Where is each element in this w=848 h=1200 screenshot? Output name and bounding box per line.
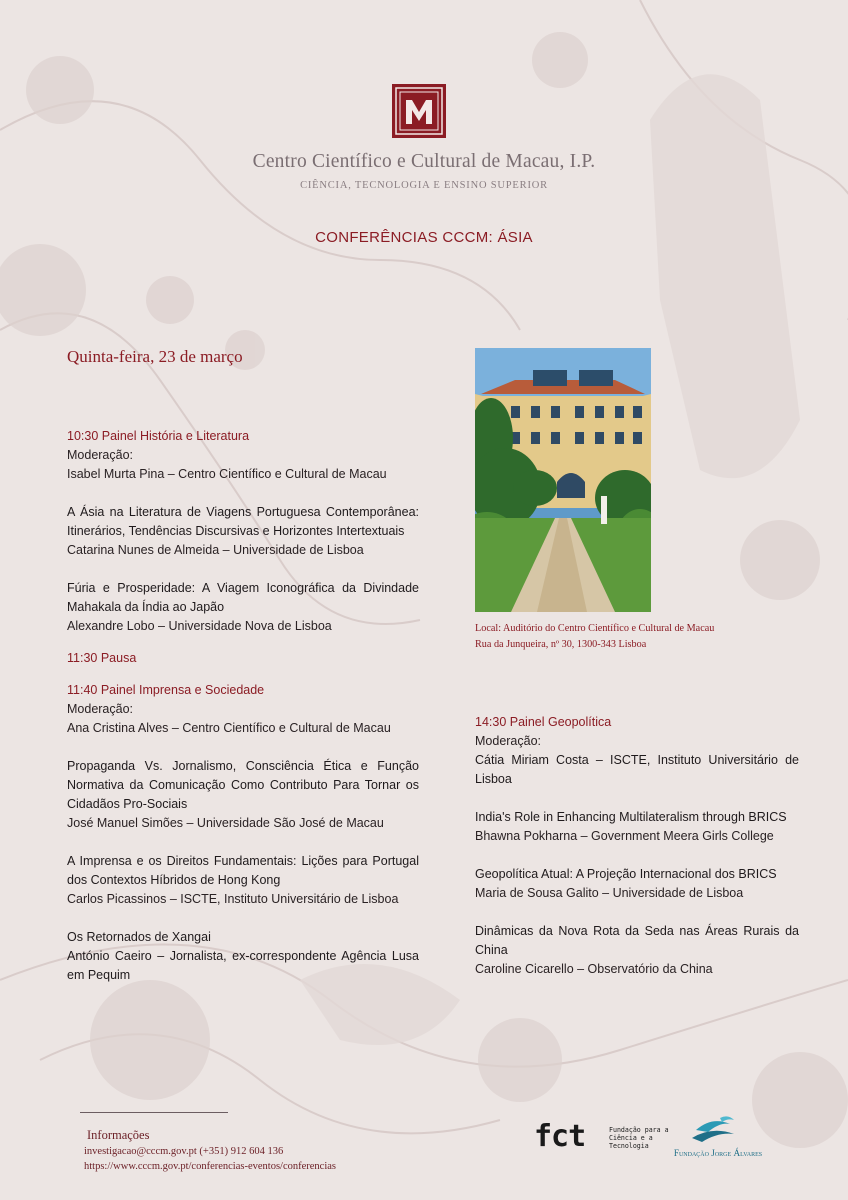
venue-info bbox=[475, 621, 714, 653]
talk-speaker: Maria de Sousa Galito – Universidade de Lisboa bbox=[475, 886, 744, 900]
talk-title: Fúria e Prosperidade: A Viagem Iconográfica da Divindade Mahakala da Índia ao Japão bbox=[67, 581, 419, 614]
moderation-label: Moderação: bbox=[475, 734, 542, 748]
talk-speaker: Catarina Nunes de Almeida – Universidade de Lisboa bbox=[67, 543, 364, 557]
talk-title: Propaganda Vs. Jornalismo, Consciência Ética e Função Normativa da Comunicação Como Contributo Para Tornar os Cidadãos Pro-Sociais bbox=[67, 759, 419, 811]
session-title: 14:30 Painel Geopolítica bbox=[475, 715, 612, 729]
session-title: 11:40 Painel Imprensa e Sociedade bbox=[67, 683, 265, 697]
fct-mark: fct bbox=[534, 1119, 586, 1154]
session-title: 10:30 Painel História e Literatura bbox=[67, 429, 250, 443]
website-link[interactable]: https://www.cccm.gov.pt/conferencias-eventos/conferencias bbox=[84, 1161, 336, 1172]
talk-speaker: José Manuel Simões – Universidade São José de Macau bbox=[67, 816, 384, 830]
conference-title: CONFERÊNCIAS CCCM: ÁSIA bbox=[315, 229, 533, 246]
left-column bbox=[67, 427, 419, 985]
contact-line[interactable]: investigacao@cccm.gov.pt (+351) 912 604 136 bbox=[84, 1146, 284, 1157]
talk-speaker: Caroline Cicarello – Observatório da China bbox=[475, 962, 713, 976]
cccm-logo bbox=[392, 84, 446, 138]
right-column bbox=[475, 713, 799, 979]
venue-line: Local: Auditório do Centro Científico e Cultural de Macau bbox=[475, 623, 715, 634]
talk-title: Geopolítica Atual: A Projeção Internacional dos BRICS bbox=[475, 867, 777, 881]
talk-speaker: Alexandre Lobo – Universidade Nova de Lisboa bbox=[67, 619, 332, 633]
talk-title: Dinâmicas da Nova Rota da Seda nas Áreas Rurais da China bbox=[475, 924, 799, 957]
talk-title: A Ásia na Literatura de Viagens Portuguesa Contemporânea: Itinerários, Tendências Discursivas e Horizontes Intertextuais bbox=[67, 505, 419, 538]
wave-icon bbox=[668, 1112, 768, 1146]
moderator: Ana Cristina Alves – Centro Científico e Cultural de Macau bbox=[67, 721, 391, 735]
talk-speaker: Bhawna Pokharna – Government Meera Girls College bbox=[475, 829, 774, 843]
fja-logo bbox=[668, 1112, 768, 1162]
talk-speaker: António Caeiro – Jornalista, ex-correspondente Agência Lusa em Pequim bbox=[67, 949, 419, 982]
moderator: Cátia Miriam Costa – ISCTE, Instituto Universitário de Lisboa bbox=[475, 753, 799, 786]
fja-name: Fundação Jorge Álvares bbox=[673, 1148, 763, 1158]
venue-address: Rua da Junqueira, nº 30, 1300-343 Lisboa bbox=[475, 639, 647, 650]
moderation-label: Moderação: bbox=[67, 448, 134, 462]
info-title: Informações bbox=[87, 1128, 150, 1142]
footer-divider bbox=[80, 1112, 228, 1113]
org-name: Centro Científico e Cultural de Macau, I.P. bbox=[252, 151, 596, 172]
talk-title: Os Retornados de Xangai bbox=[67, 930, 211, 944]
fct-logo bbox=[534, 1119, 669, 1154]
moderator: Isabel Murta Pina – Centro Científico e Cultural de Macau bbox=[67, 467, 387, 481]
venue-photo bbox=[475, 348, 651, 612]
break-label: 11:30 Pausa bbox=[67, 651, 137, 665]
talk-title: A Imprensa e os Direitos Fundamentais: Lições para Portugal dos Contextos Híbridos de Hong Kong bbox=[67, 854, 419, 887]
talk-title: India's Role in Enhancing Multilateralism through BRICS bbox=[475, 810, 787, 824]
event-date: Quinta-feira, 23 de março bbox=[67, 347, 243, 366]
talk-speaker: Carlos Picassinos – ISCTE, Instituto Universitário de Lisboa bbox=[67, 892, 399, 906]
moderation-label: Moderação: bbox=[67, 702, 134, 716]
org-subtitle: CIÊNCIA, TECNOLOGIA E ENSINO SUPERIOR bbox=[300, 180, 548, 191]
fct-name: Fundação para a Ciência e a Tecnologia bbox=[609, 1126, 669, 1150]
